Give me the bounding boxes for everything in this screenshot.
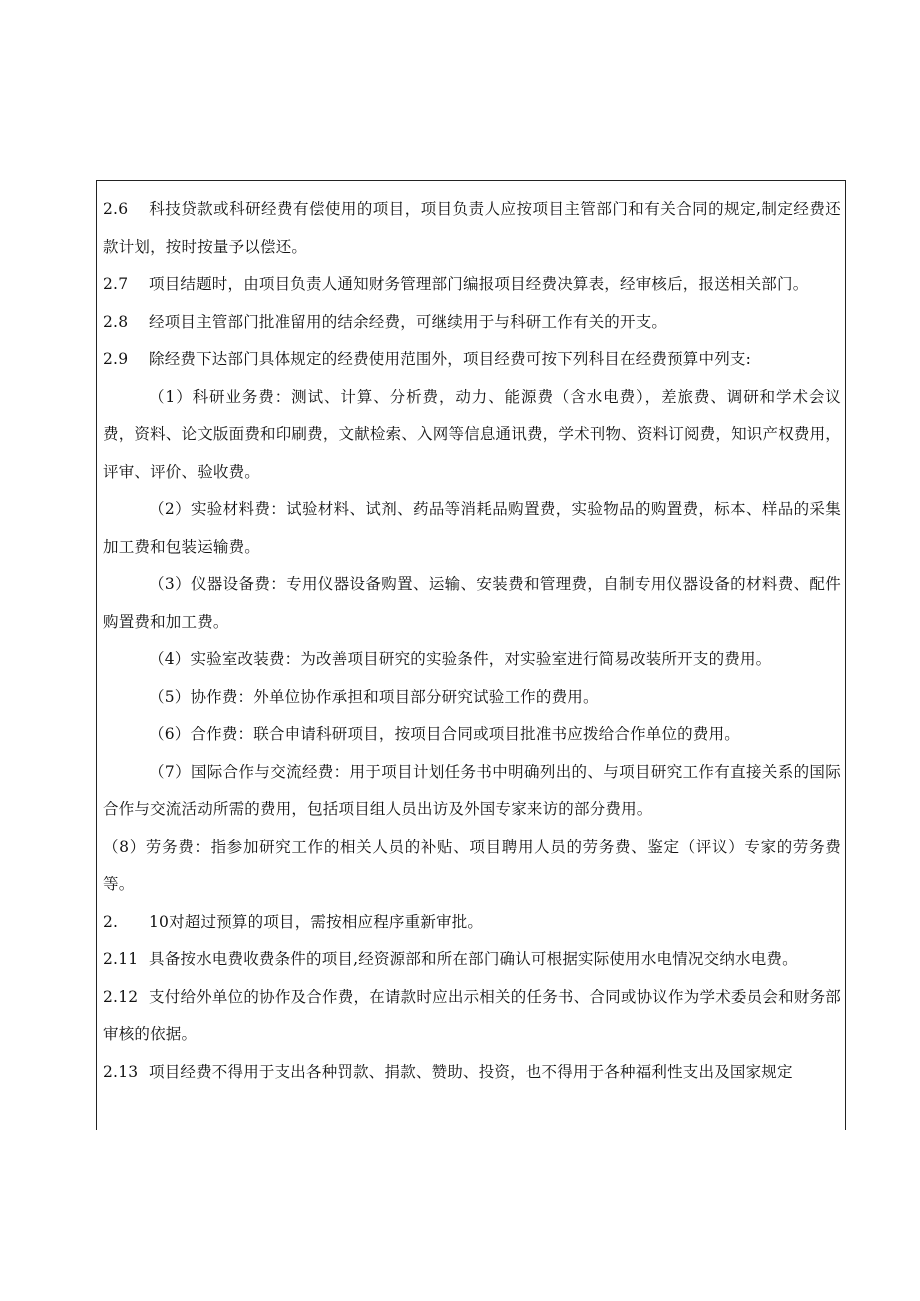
sub-item-text: （3）仪器设备费：专用仪器设备购置、运输、安装费和管理费，自制专用仪器设备的材料费、配件购置费和加工费。 [103,575,841,631]
clause-number: 2.11 [103,950,139,968]
clause-number: 2.12 [103,987,139,1006]
sub-item-8 [103,829,841,904]
sub-item-text: （4）实验室改装费：为改善项目研究的实验条件，对实验室进行简易改装所开支的费用。 [149,650,772,668]
clause-text: 项目经费不得用于支出各种罚款、捐款、赞助、投资，也不得用于各种福利性支出及国家规定 [149,1062,793,1081]
clause-number: 2. [103,912,119,931]
clause-2-10 [103,904,841,942]
sub-item-text: （7）国际合作与交流经费：用于项目计划任务书中明确列出的、与项目研究工作有直接关系的国际合作与交流活动所需的费用，包括项目组人员出访及外国专家来访的部分费用。 [103,762,841,818]
clause-text: 除经费下达部门具体规定的经费使用范围外，项目经费可按下列科目在经费预算中列支: [149,350,752,368]
sub-item-text: （5）协作费：外单位协作承担和项目部分研究试验工作的费用。 [149,687,599,706]
clause-text: 项目结题时，由项目负责人通知财务管理部门编报项目经费决算表，经审核后，报送相关部门。 [149,275,809,293]
sub-item-2 [103,491,841,566]
sub-item-1 [103,379,841,492]
clause-number: 2.6 [103,200,129,218]
sub-item-text: （2）实验材料费：试验材料、试剂、药品等消耗品购置费，实验物品的购置费，标本、样品的采集加工费和包装运输费。 [103,500,841,556]
clause-number: 2.13 [103,1062,139,1081]
clause-text: 经项目主管部门批准留用的结余经费，可继续用于与科研工作有关的开支。 [149,312,668,331]
clause-text: 支付给外单位的协作及合作费，在请款时应出示相关的任务书、合同或协议作为学术委员会和财务部审核的依据。 [103,987,841,1043]
clause-text: 科技贷款或科研经费有偿使用的项目，项目负责人应按项目主管部门和有关合同的规定,制定经费还款计划，按时按量予以偿还。 [103,200,841,256]
clause-2-11 [103,941,841,979]
sub-item-3 [103,566,841,641]
clause-number: 2.8 [103,312,129,331]
clause-text: 10对超过预算的项目，需按相应程序重新审批。 [149,912,484,931]
clause-text: 具备按水电费收费条件的项目,经资源部和所在部门确认可根据实际使用水电情况交纳水电费。 [149,950,798,968]
sub-item-5 [103,679,841,717]
clause-2-12 [103,979,841,1054]
sub-item-6 [103,716,841,754]
sub-item-7 [103,754,841,829]
document-content [97,181,845,1091]
sub-item-text: （6）合作费：联合申请科研项目，按项目合同或项目批准书应拨给合作单位的费用。 [149,725,740,743]
clause-number: 2.9 [103,350,129,368]
clause-number: 2.7 [103,275,129,293]
document-table-frame [96,180,846,1130]
clause-2-8 [103,304,841,342]
clause-2-9 [103,341,841,379]
clause-2-13 [103,1054,841,1092]
clause-2-6 [103,191,841,266]
sub-item-text: （8）劳务费：指参加研究工作的相关人员的补贴、项目聘用人员的劳务费、鉴定（评议）专家的劳务费等。 [103,837,841,893]
sub-item-4 [103,641,841,679]
clause-2-7 [103,266,841,304]
sub-item-text: （1）科研业务费：测试、计算、分析费，动力、能源费（含水电费），差旅费、调研和学术会议费，资料、论文版面费和印刷费，文献检索、入网等信息通讯费，学术刊物、资料订阅费，知识产权费用，评审、评价、验收费。 [103,387,841,481]
